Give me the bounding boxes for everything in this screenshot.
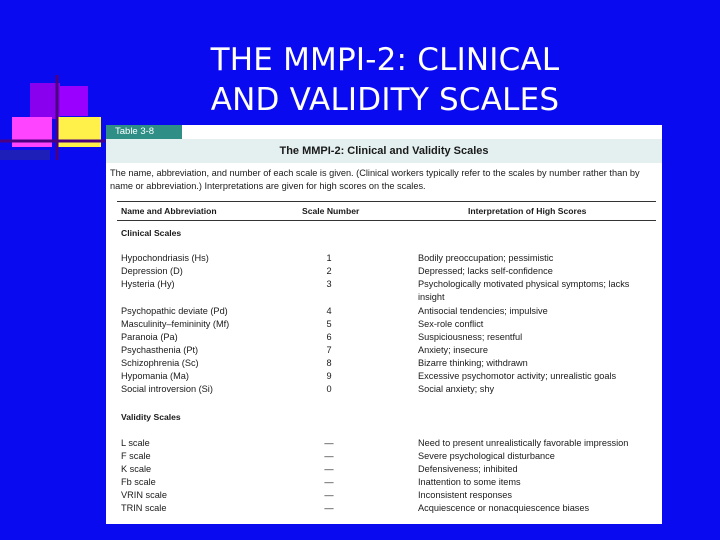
table-caption: The name, abbreviation, and number of each scale is given. (Clinical workers typically refer to the scales by number rather than by name or abbreviation.) Interpretations are given for high scores on the scales.: [110, 168, 640, 191]
table-title: The MMPI-2: Clinical and Validity Scales: [279, 145, 489, 157]
scale-number: —: [324, 490, 334, 500]
scale-interpretation: Antisocial tendencies; impulsive: [418, 306, 548, 316]
scale-interpretation: Sex-role conflict: [418, 319, 484, 329]
section-title-validity: Validity Scales: [121, 412, 181, 422]
scale-number: 7: [326, 345, 332, 355]
slide-title-line-2: AND VALIDITY SCALES: [210, 82, 560, 118]
scale-interpretation: Psychologically motivated physical symptoms; lacks insight: [418, 279, 630, 302]
header-top-rule: [117, 201, 656, 202]
scale-name: Fb scale: [121, 477, 156, 487]
scale-number: 9: [326, 371, 332, 381]
scale-interpretation: Defensiveness; inhibited: [418, 464, 518, 474]
scale-interpretation: Severe psychological disturbance: [418, 451, 555, 461]
scale-number: 5: [326, 319, 332, 329]
scale-number: —: [324, 503, 334, 513]
scale-number: —: [324, 451, 334, 461]
scale-number: —: [324, 438, 334, 448]
column-header-interpretation: Interpretation of High Scores: [468, 206, 587, 216]
scale-number: 6: [326, 332, 332, 342]
scale-number: 1: [326, 253, 332, 263]
scale-interpretation: Bizarre thinking; withdrawn: [418, 358, 528, 368]
scale-interpretation: Excessive psychomotor activity; unrealistic goals: [418, 371, 617, 381]
slide-title-line-1: THE MMPI-2: CLINICAL: [210, 42, 560, 78]
table-figure: [106, 125, 662, 524]
scale-number: 8: [326, 358, 332, 368]
column-header-number: Scale Number: [302, 206, 360, 216]
scale-name: TRIN scale: [121, 503, 167, 513]
scale-interpretation: Inconsistent responses: [418, 490, 512, 500]
section-title-clinical: Clinical Scales: [121, 228, 182, 238]
scale-name: Psychopathic deviate (Pd): [121, 306, 228, 316]
scale-name: Masculinity–femininity (Mf): [121, 319, 230, 329]
scale-name: F scale: [121, 451, 151, 461]
scale-name: L scale: [121, 438, 150, 448]
scale-number: 3: [326, 279, 332, 289]
decorative-squares: [0, 0, 110, 170]
scale-interpretation: Acquiescence or nonacquiescence biases: [418, 503, 590, 513]
header-bottom-rule: [117, 220, 656, 221]
scale-name: Psychasthenia (Pt): [121, 345, 199, 355]
scale-name: Hysteria (Hy): [121, 279, 175, 289]
scale-number: —: [324, 477, 334, 487]
table-label: Table 3-8: [106, 125, 182, 139]
scale-interpretation: Depressed; lacks self-confidence: [418, 266, 553, 276]
scale-interpretation: Need to present unrealistically favorable impression: [418, 438, 629, 448]
column-header-name: Name and Abbreviation: [121, 206, 217, 216]
scale-name: VRIN scale: [121, 490, 167, 500]
scale-name: K scale: [121, 464, 152, 474]
scale-name: Hypochondriasis (Hs): [121, 253, 209, 263]
scale-interpretation: Suspiciousness; resentful: [418, 332, 523, 342]
scale-number: 4: [326, 306, 332, 316]
scale-name: Social introversion (Si): [121, 384, 213, 394]
slide-title: [150, 40, 620, 120]
scale-interpretation: Anxiety; insecure: [418, 345, 488, 355]
scale-interpretation: Social anxiety; shy: [418, 384, 495, 394]
scale-name: Schizophrenia (Sc): [121, 358, 199, 368]
scale-name: Paranoia (Pa): [121, 332, 178, 342]
scale-number: —: [324, 464, 334, 474]
scale-interpretation: Inattention to some items: [418, 477, 521, 487]
scale-number: 0: [326, 384, 332, 394]
scale-name: Depression (D): [121, 266, 183, 276]
scale-number: 2: [326, 266, 332, 276]
scale-name: Hypomania (Ma): [121, 371, 189, 381]
scale-interpretation: Bodily preoccupation; pessimistic: [418, 253, 554, 263]
